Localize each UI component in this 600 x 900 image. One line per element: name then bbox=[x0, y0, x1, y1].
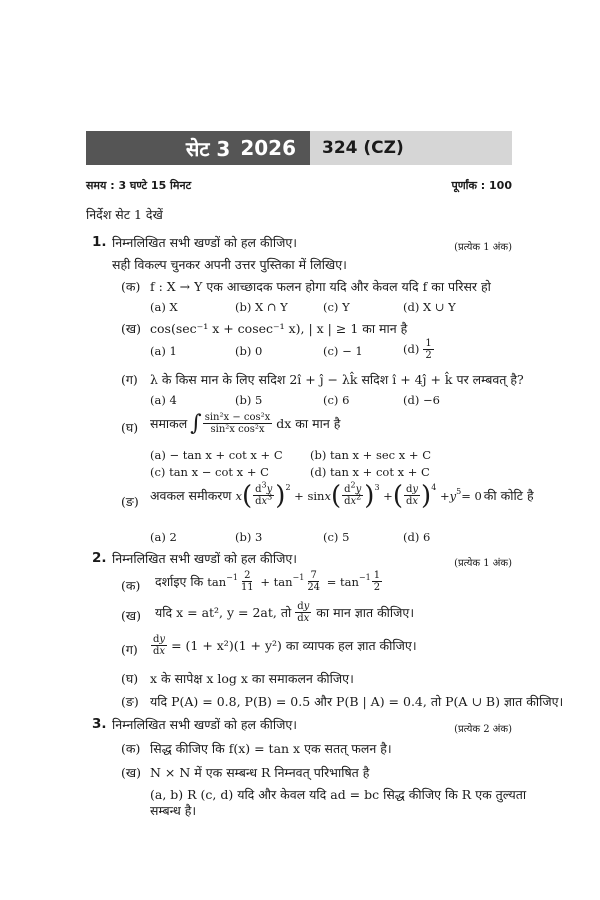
part-text bbox=[150, 480, 534, 511]
option-d bbox=[403, 338, 435, 361]
question-number: 1. bbox=[92, 234, 107, 250]
set-label: सेट 3 bbox=[185, 136, 231, 161]
part-label: (ङ) bbox=[121, 694, 139, 709]
set-year: 2026 bbox=[240, 136, 296, 160]
part-text-pre: दर्शाइए कि bbox=[155, 573, 204, 589]
part-text bbox=[150, 634, 417, 657]
marks-note: (प्रत्येक 2 अंक) bbox=[454, 724, 512, 735]
option-d-label: (d) bbox=[403, 342, 420, 356]
part-text: सिद्ध कीजिए कि f(x) = tan x एक सतत् फलन है। bbox=[150, 741, 392, 756]
part-text: N × N में एक सम्बन्ध R निम्नवत् परिभाषित है bbox=[150, 765, 370, 780]
option-b: (b) 0 bbox=[235, 344, 263, 358]
part-text-post: = (1 + x²)(1 + y²) का व्यापक हल ज्ञात कीजिए। bbox=[171, 637, 417, 653]
part-text-post: की कोटि है bbox=[483, 487, 534, 503]
fraction bbox=[423, 338, 433, 361]
set-header bbox=[86, 131, 512, 165]
part-label: (ख) bbox=[121, 321, 141, 336]
part-label: (घ) bbox=[121, 420, 139, 435]
part-text-continued: (a, b) R (c, d) यदि और केवल यदि ad = bc सिद्ध कीजिए कि R एक तुल्यता bbox=[150, 787, 527, 802]
part-text: f : X → Y एक आच्छादक फलन होगा यदि और केवल यदि f का परिसर हो bbox=[150, 279, 491, 294]
time-allowed: समय : 3 घण्टे 15 मिनट bbox=[86, 179, 192, 192]
part-text-post: dx का मान है bbox=[276, 415, 341, 431]
option-d: (d) 6 bbox=[403, 530, 431, 544]
option-c: (c) 6 bbox=[323, 393, 350, 407]
inverse-tan-identity: tan $^{-1}$ $\frac{2}{11}$ + tan $^{-1}$ $\frac{7}{24}$ = tan $^{-1}$ $\frac{1}{2}$ bbox=[207, 570, 381, 593]
part-label: (ख) bbox=[121, 765, 141, 780]
option-b: (b) 3 bbox=[235, 530, 263, 544]
part-label: (ग) bbox=[121, 372, 138, 387]
question-text: निम्नलिखित सभी खण्डों को हल कीजिए। bbox=[112, 235, 298, 250]
option-a: (a) 1 bbox=[150, 344, 177, 358]
option-a: (a) X bbox=[150, 300, 178, 314]
part-label: (ग) bbox=[121, 642, 138, 657]
option-c: (c) tan x − cot x + C bbox=[150, 465, 269, 479]
part-label: (ख) bbox=[121, 608, 141, 623]
integrand-numerator: sin²x − cos²x bbox=[204, 412, 271, 423]
part-text-pre: अवकल समीकरण bbox=[150, 487, 232, 503]
part-label: (घ) bbox=[121, 671, 139, 686]
fraction-numerator: 1 bbox=[425, 338, 432, 349]
option-b: (b) X ∩ Y bbox=[235, 300, 288, 314]
part-text: λ के किस मान के लिए सदिश 2î + ĵ − λk̂ सदिश î + 4ĵ + k̂ पर लम्बवत् है? bbox=[150, 372, 524, 387]
option-a: (a) 4 bbox=[150, 393, 177, 407]
fraction-denominator: 2 bbox=[425, 350, 432, 361]
option-d: (d) −6 bbox=[403, 393, 440, 407]
question-number: 3. bbox=[92, 716, 107, 732]
part-text-post: का मान ज्ञात कीजिए। bbox=[316, 604, 415, 620]
marks-note: (प्रत्येक 1 अंक) bbox=[454, 558, 512, 569]
integrand-denominator: sin²x cos²x bbox=[210, 424, 265, 435]
marks-note: (प्रत्येक 1 अंक) bbox=[454, 242, 512, 253]
derivative-fraction: $\frac{dy}{dx}$ bbox=[297, 601, 310, 624]
max-marks: पूर्णांक : 100 bbox=[451, 179, 512, 192]
paper-code: 324 (CZ) bbox=[310, 131, 512, 165]
question-text: निम्नलिखित सभी खण्डों को हल कीजिए। bbox=[112, 551, 298, 566]
question-number: 2. bbox=[92, 550, 107, 566]
part-label: (क) bbox=[121, 279, 141, 294]
sub-instruction: सही विकल्प चुनकर अपनी उत्तर पुस्तिका में लिखिए। bbox=[112, 257, 347, 272]
option-c: (c) − 1 bbox=[323, 344, 363, 358]
differential-expression: x ( $\frac{d^3y}{dx^3}$ ) $^2$ + sin x ( $\frac{d^2y}{dx^2}$ ) $^3$ + ( $\frac{dy}{dx}$ ) $^4$ + y $^5$ = 0 bbox=[235, 480, 482, 511]
question-text: निम्नलिखित सभी खण्डों को हल कीजिए। bbox=[112, 717, 298, 732]
option-a: (a) − tan x + cot x + C bbox=[150, 448, 283, 462]
part-label: (क) bbox=[121, 578, 141, 593]
part-text: x के सापेक्ष x log x का समाकलन कीजिए। bbox=[150, 671, 354, 686]
part-text bbox=[155, 601, 414, 624]
option-a: (a) 2 bbox=[150, 530, 177, 544]
option-c: (c) Y bbox=[323, 300, 350, 314]
part-text-pre: यदि x = at², y = 2at, तो bbox=[155, 604, 292, 620]
set-title-block bbox=[86, 131, 310, 165]
part-text bbox=[150, 412, 340, 435]
part-label: (ङ) bbox=[121, 494, 139, 509]
part-text: यदि P(A) = 0.8, P(B) = 0.5 और P(B | A) = 0.4, तो P(A ∪ B) ज्ञात कीजिए। bbox=[150, 694, 564, 709]
part-text-pre: समाकल bbox=[150, 415, 188, 431]
part-text: cos(sec⁻¹ x + cosec⁻¹ x), | x | ≥ 1 का मान है bbox=[150, 321, 408, 336]
part-text-continued: सम्बन्ध है। bbox=[150, 803, 197, 818]
option-d: (d) tan x + cot x + C bbox=[310, 465, 430, 479]
integral-sign: ∫ bbox=[190, 410, 202, 436]
part-label: (क) bbox=[121, 741, 141, 756]
option-d: (d) X ∪ Y bbox=[403, 300, 456, 314]
derivative-fraction: $\frac{dy}{dx}$ bbox=[153, 634, 166, 657]
instructions: निर्देश सेट 1 देखें bbox=[86, 207, 163, 222]
part-text bbox=[155, 570, 383, 593]
option-b: (b) tan x + sec x + C bbox=[310, 448, 431, 462]
option-b: (b) 5 bbox=[235, 393, 263, 407]
option-c: (c) 5 bbox=[323, 530, 350, 544]
integrand-fraction bbox=[203, 412, 273, 435]
